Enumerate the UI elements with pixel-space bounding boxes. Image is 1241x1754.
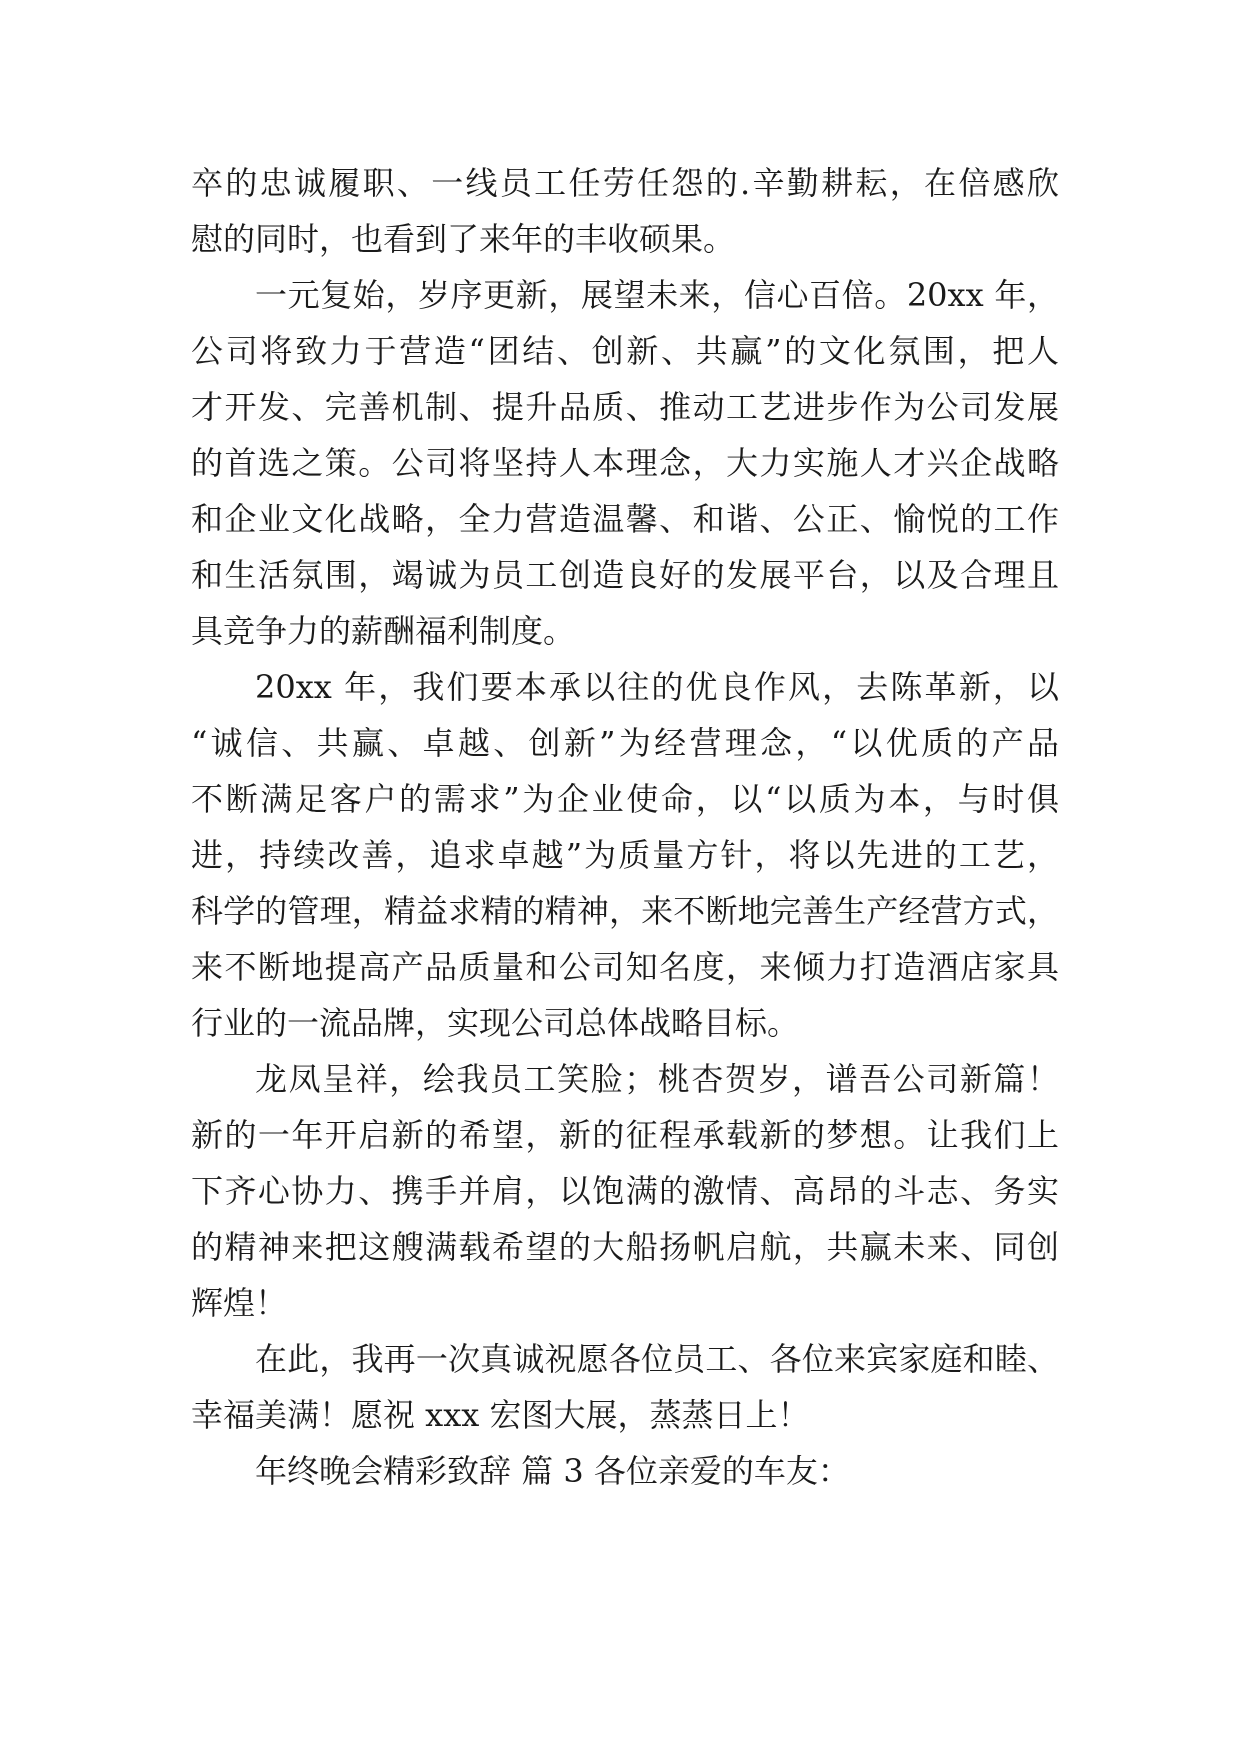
- text-line: 来不断地提高产品质量和公司知名度，来倾力打造酒店家具: [191, 948, 1059, 986]
- text-line: 不断满足客户的需求”为企业使命，以“以质为本，与时俱: [191, 780, 1059, 818]
- text-line: 龙凤呈祥，绘我员工笑脸；桃杏贺岁，谱吾公司新篇！: [255, 1060, 1059, 1098]
- text-line: 的首选之策。公司将坚持人本理念，大力实施人才兴企战略: [191, 444, 1059, 482]
- text-line: 公司将致力于营造“团结、创新、共赢”的文化氛围，把人: [191, 332, 1059, 370]
- text-line: 和企业文化战略，全力营造温馨、和谐、公正、愉悦的工作: [191, 500, 1059, 538]
- text-line: 20xx 年，我们要本承以往的优良作风，去陈革新，以: [255, 668, 1059, 706]
- text-line: “诚信、共赢、卓越、创新”为经营理念，“以优质的产品: [191, 724, 1059, 762]
- text-line: 才开发、完善机制、提升品质、推动工艺进步作为公司发展: [191, 388, 1059, 426]
- text-line: 在此，我再一次真诚祝愿各位员工、各位来宾家庭和睦、: [255, 1340, 1059, 1378]
- text-line: 辉煌！: [191, 1284, 288, 1322]
- text-line: 卒的忠诚履职、一线员工任劳任怨的.辛勤耕耘，在倍感欣: [191, 164, 1059, 202]
- text-line: 行业的一流品牌，实现公司总体战略目标。: [191, 1004, 800, 1042]
- text-line: 和生活氛围，竭诚为员工创造良好的发展平台，以及合理且: [191, 556, 1059, 594]
- text-line: 年终晚会精彩致辞 篇 3 各位亲爱的车友：: [255, 1452, 850, 1490]
- text-line: 幸福美满！愿祝 xxx 宏图大展，蒸蒸日上！: [191, 1396, 810, 1434]
- text-line: 慰的同时，也看到了来年的丰收硕果。: [191, 220, 736, 258]
- text-line: 进，持续改善，追求卓越”为质量方针，将以先进的工艺，: [191, 836, 1059, 874]
- text-line: 下齐心协力、携手并肩，以饱满的激情、高昂的斗志、务实: [191, 1172, 1059, 1210]
- text-line: 新的一年开启新的希望，新的征程承载新的梦想。让我们上: [191, 1116, 1059, 1154]
- body-text: [191, 155, 1059, 1499]
- text-line: 的精神来把这艘满载希望的大船扬帆启航，共赢未来、同创: [191, 1228, 1059, 1266]
- text-line: 一元复始，岁序更新，展望未来，信心百倍。20xx 年，: [255, 276, 1059, 314]
- text-line: 科学的管理，精益求精的精神，来不断地完善生产经营方式，: [191, 892, 1059, 930]
- text-line: 具竞争力的薪酬福利制度。: [191, 612, 576, 650]
